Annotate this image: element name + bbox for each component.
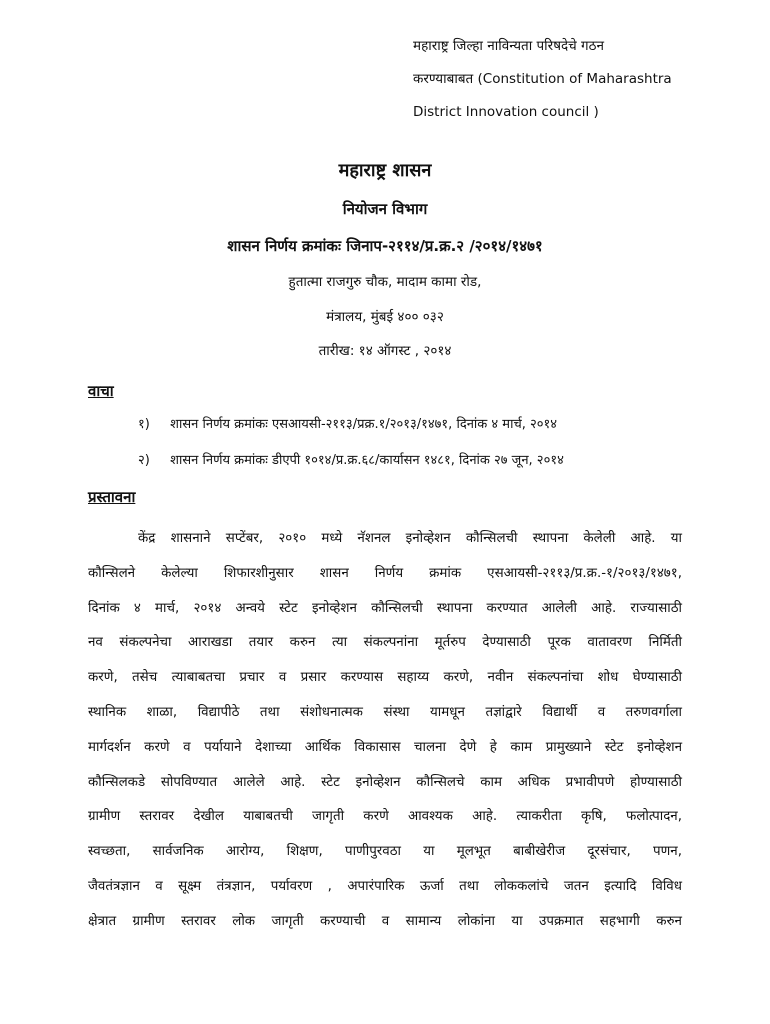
preamble-line: केंद्र शासनाने सप्टेंबर, २०१० मध्ये नॅशनल इनोव्हेशन कौन्सिलची स्थापना केलेली आहे. या <box>138 531 682 546</box>
reference-number: १) <box>138 417 150 432</box>
preamble-line: ग्रामीण स्तरावर देखील याबाबतची जागृती करणे आवश्यक आहे. त्याकरीता कृषि, फलोत्पादन, <box>88 809 682 825</box>
reference-number: २) <box>138 453 150 468</box>
preamble-line: कौन्सिलकडे सोपविण्यात आलेले आहे. स्टेट इनोव्हेशन कौन्सिलचे काम अधिक प्रभावीपणे होण्यासाठी <box>88 774 682 790</box>
preamble-line: करणे, तसेच त्याबाबतचा प्रचार व प्रसार करण्यास सहाय्य करणे, नवीन संकल्पनांचा शोध घेण्यासाठी <box>88 670 682 686</box>
subject-block <box>413 30 683 129</box>
reference-item <box>138 450 564 468</box>
subject-line: करण्याबाबत (Constitution of Maharashtra <box>413 71 672 87</box>
preamble-line: स्वच्छता, सार्वजनिक आरोग्य, शिक्षण, पाणीपुरवठा या मूलभूत बाबीखेरीज दूरसंचार, पणन, <box>88 844 682 860</box>
resolution-date: तारीख: १४ ऑगस्ट , २०१४ <box>318 343 452 359</box>
resolution-number: शासन निर्णय क्रमांकः जिनाप-२११४/प्र.क्र.२ /२०१४/१४७१ <box>227 237 543 255</box>
preamble-paragraph <box>88 522 682 940</box>
department-title: नियोजन विभाग <box>342 200 428 218</box>
preamble-line: कौन्सिलने केलेल्या शिफारशीनुसार शासन निर्णय क्रमांक एसआयसी-२११३/प्र.क्र.-१/२०१३/१४७१, <box>88 565 682 581</box>
government-title: महाराष्ट्र शासन <box>338 160 432 181</box>
reference-item <box>138 414 557 432</box>
subject-line: District Innovation council ) <box>413 104 599 120</box>
preamble-line: जैवतंत्रज्ञान व सूक्ष्म तंत्रज्ञान, पर्यावरण , अपारंपारिक ऊर्जा तथा लोककलांचे जतन इत्यादि विविध <box>88 878 682 894</box>
read-heading: वाचा <box>88 382 114 400</box>
preamble-line: क्षेत्रात ग्रामीण स्तरावर लोक जागृती करण्याची व सामान्य लोकांना या उपक्रमात सहभागी करुन <box>88 913 682 929</box>
address-line-1: हुतात्मा राजगुरु चौक, मादाम कामा रोड, <box>288 274 482 290</box>
reference-text: शासन निर्णय क्रमांकः डीएपी १०१४/प्र.क्र.६८/कार्यासन १४८१, दिनांक २७ जून, २०१४ <box>170 453 564 468</box>
preamble-line: दिनांक ४ मार्च, २०१४ अन्वये स्टेट इनोव्हेशन कौन्सिलची स्थापना करण्यात आलेली आहे. राज्यासाठी <box>88 600 682 616</box>
preamble-line: नव संकल्पनेचा आराखडा तयार करुन त्या संकल्पनांना मूर्तरुप देण्यासाठी पूरक वातावरण निर्मिती <box>88 635 682 651</box>
address-line-2: मंत्रालय, मुंबई ४०० ०३२ <box>326 309 444 325</box>
preamble-heading: प्रस्तावना <box>88 488 136 506</box>
preamble-line: स्थानिक शाळा, विद्यापीठे तथा संशोधनात्मक संस्था यामधून तज्ञांद्वारे विद्यार्थी व तरुणवर्गाला <box>88 704 682 720</box>
preamble-line: मार्गदर्शन करणे व पर्यायाने देशाच्या आर्थिक विकासास चालना देणे हे काम प्रामुख्याने स्टेट इनोव्हेशन <box>88 739 682 755</box>
subject-line: महाराष्ट्र जिल्हा नाविन्यता परिषदेचे गठन <box>413 38 604 54</box>
reference-text: शासन निर्णय क्रमांकः एसआयसी-२११३/प्रक्र.१/२०१३/१४७१, दिनांक ४ मार्च, २०१४ <box>170 417 558 432</box>
